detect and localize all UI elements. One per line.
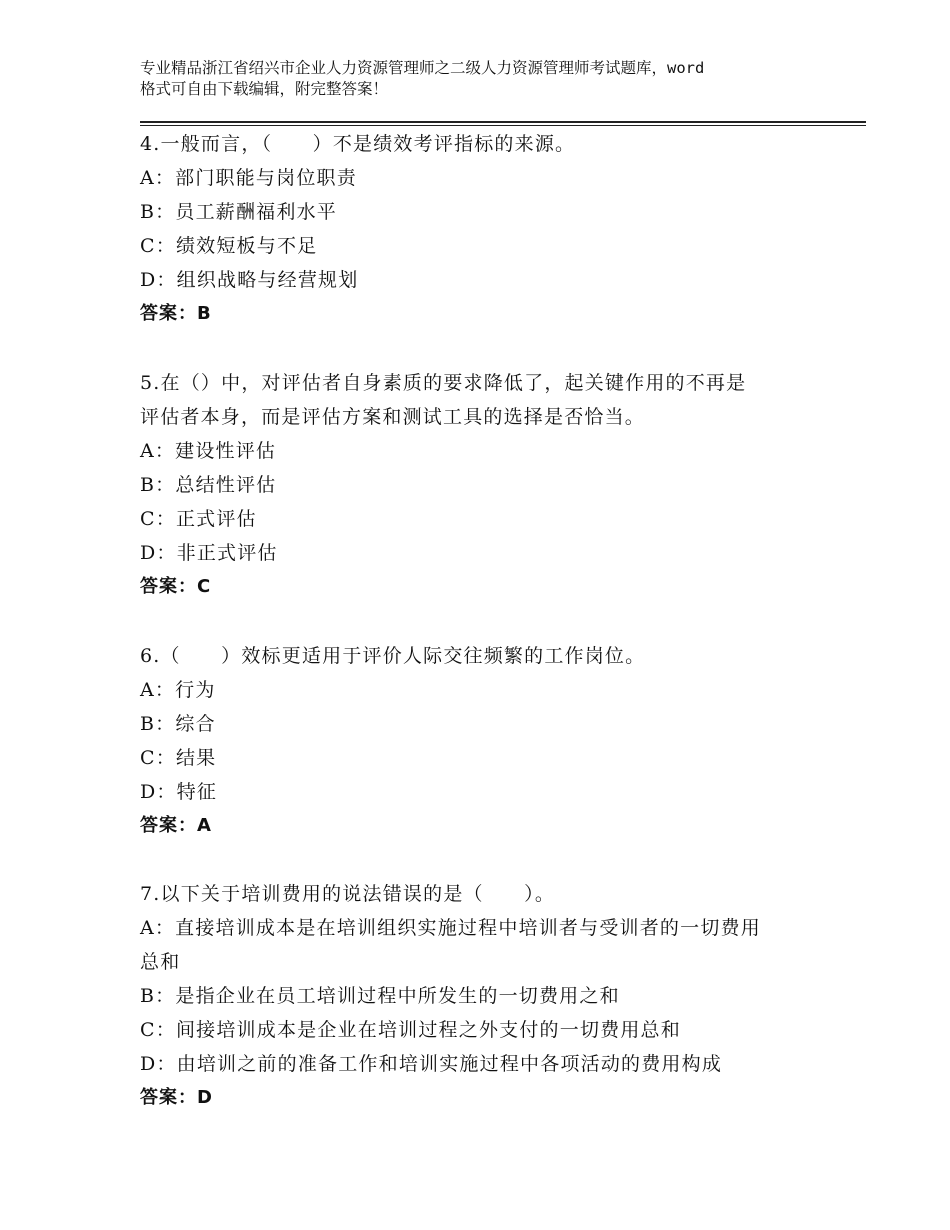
option-d: D：特征 bbox=[140, 781, 218, 803]
option-a-continued: 总和 bbox=[140, 951, 181, 973]
option-a: A：直接培训成本是在培训组织实施过程中培训者与受训者的一切费用 bbox=[140, 917, 761, 939]
option-c: C：间接培训成本是企业在培训过程之外支付的一切费用总和 bbox=[140, 1019, 681, 1041]
option-d: D：组织战略与经营规划 bbox=[140, 269, 359, 291]
option-c: C：正式评估 bbox=[140, 508, 257, 530]
question-7 bbox=[140, 877, 820, 1115]
option-b: B：总结性评估 bbox=[140, 474, 277, 496]
header-divider-thin bbox=[140, 125, 866, 126]
header-line-1: 专业精品浙江省绍兴市企业人力资源管理师之二级人力资源管理师考试题库，word bbox=[140, 59, 705, 77]
question-4 bbox=[140, 127, 820, 331]
question-stem: 4.一般而言，（ ）不是绩效考评指标的来源。 bbox=[140, 133, 576, 155]
header-line-2: 格式可自由下载编辑，附完整答案！ bbox=[140, 80, 389, 98]
option-d: D：非正式评估 bbox=[140, 542, 278, 564]
option-a: A：建设性评估 bbox=[140, 440, 277, 462]
answer-label: 答案：A bbox=[140, 815, 212, 836]
question-5 bbox=[140, 366, 820, 604]
option-b: B：员工薪酬福利水平 bbox=[140, 201, 337, 223]
option-a: A：行为 bbox=[140, 679, 216, 701]
option-a: A：部门职能与岗位职责 bbox=[140, 167, 357, 189]
question-6 bbox=[140, 639, 820, 843]
question-stem: 7.以下关于培训费用的说法错误的是（ ）。 bbox=[140, 883, 556, 905]
option-c: C：绩效短板与不足 bbox=[140, 235, 318, 257]
answer-label: 答案：B bbox=[140, 303, 212, 324]
document-header bbox=[140, 58, 840, 100]
answer-label: 答案：D bbox=[140, 1087, 213, 1108]
question-stem: 5.在（）中，对评估者自身素质的要求降低了，起关键作用的不再是 bbox=[140, 372, 747, 394]
option-b: B：综合 bbox=[140, 713, 216, 735]
option-c: C：结果 bbox=[140, 747, 217, 769]
header-divider-thick bbox=[140, 121, 866, 123]
question-stem: 6.（ ）效标更适用于评价人际交往频繁的工作岗位。 bbox=[140, 645, 646, 667]
option-d: D：由培训之前的准备工作和培训实施过程中各项活动的费用构成 bbox=[140, 1053, 723, 1075]
question-stem-continued: 评估者本身，而是评估方案和测试工具的选择是否恰当。 bbox=[140, 406, 646, 428]
option-b: B：是指企业在员工培训过程中所发生的一切费用之和 bbox=[140, 985, 620, 1007]
answer-label: 答案：C bbox=[140, 576, 212, 597]
